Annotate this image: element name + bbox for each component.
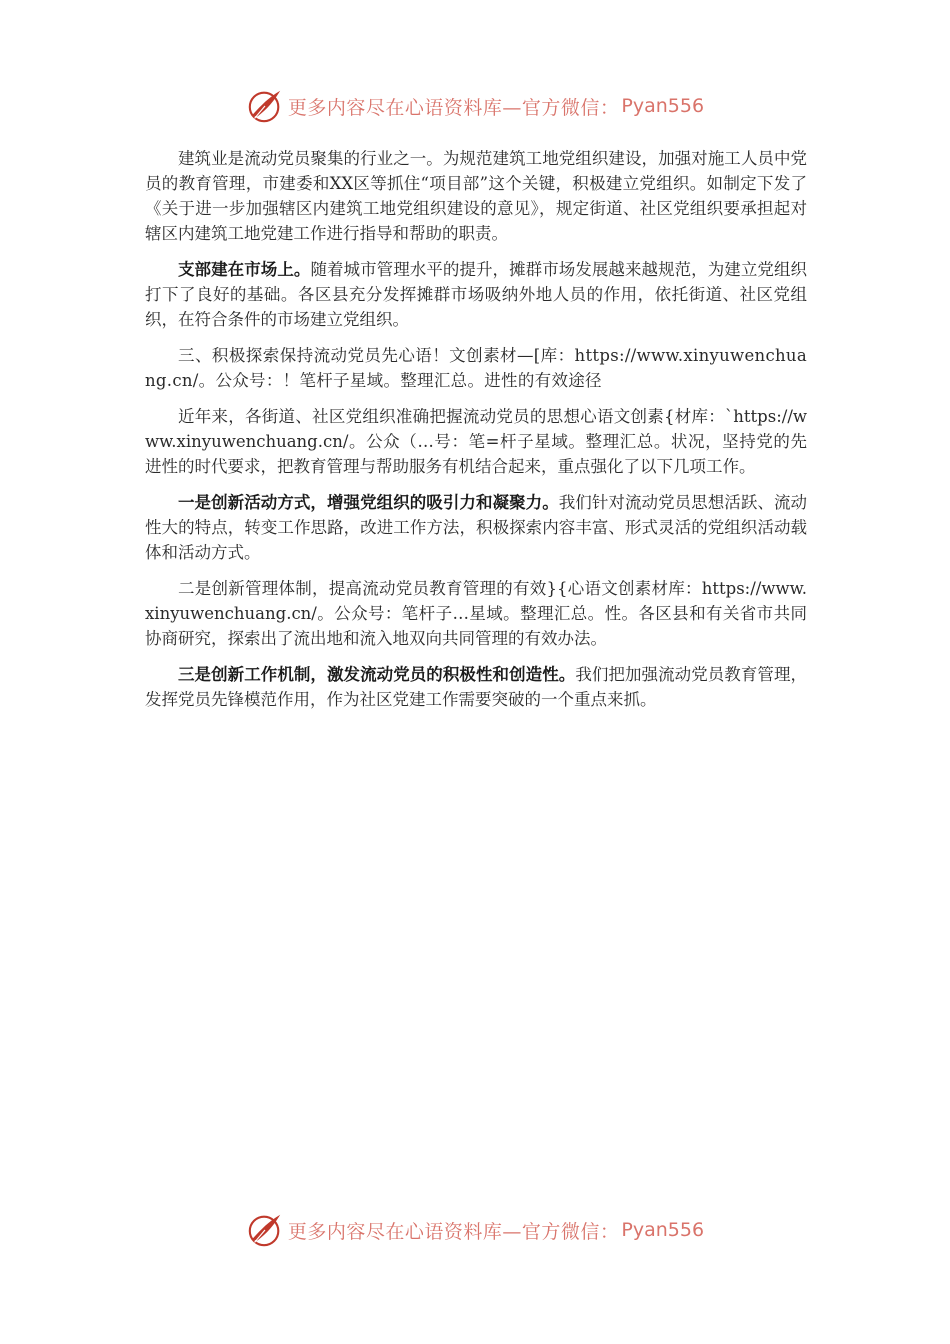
footer-banner	[0, 1208, 950, 1252]
paragraph-2: 支部建在市场上。随着城市管理水平的提升，摊群市场发展越来越规范，为建立党组织打下了良好的基础。各区县充分发挥摊群市场吸纳外地人员的作用，依托街道、社区党组织，在符合条件的市场建立党组织。	[145, 260, 808, 329]
header-banner	[0, 84, 950, 128]
paragraph-1: 建筑业是流动党员聚集的行业之一。为规范建筑工地党组织建设，加强对施工人员中党员的教育管理，市建委和XX区等抓住“项目部”这个关键，积极建立党组织。如制定下发了《关于进一步加强辖区内建筑工地党组织建设的意见》，规定街道、社区党组织要承担起对辖区内建筑工地党建工作进行指导和帮助的职责。	[145, 149, 807, 243]
banner-text: 更多内容尽在心语资料库—官方微信：	[287, 96, 620, 119]
paragraph-6: 二是创新管理体制，提高流动党员教育管理的有效}{心语文创素材库：https://www.xinyuwenchuang.cn/。公众号：笔杆子…星域。整理汇总。性。各区县和有关省市共同协商研究，探索出了流出地和流入地双向共同管理的有效办法。	[145, 579, 807, 648]
paragraph-7: 三是创新工作机制，激发流动党员的积极性和创造性。我们把加强流动党员教育管理，发挥党员先锋模范作用，作为社区党建工作需要突破的一个重点来抓。	[145, 665, 808, 709]
document-body	[145, 146, 807, 723]
banner-text: 更多内容尽在心语资料库—官方微信：	[287, 1220, 620, 1243]
quill-logo-icon	[246, 1211, 284, 1249]
paragraph-5: 一是创新活动方式，增强党组织的吸引力和凝聚力。我们针对流动党员思想活跃、流动性大的特点，转变工作思路，改进工作方法，积极探索内容丰富、形式灵活的党组织活动载体和活动方式。	[145, 493, 808, 562]
paragraph-3: 三、积极探索保持流动党员先心语！文创素材—[库：https://www.xinyuwenchuang.cn/。公众号：！笔杆子星域。整理汇总。进性的有效途径	[145, 346, 807, 390]
banner-wechat-id: Pyan556	[621, 95, 705, 117]
banner-wechat-id: Pyan556	[621, 1219, 705, 1241]
paragraph-4: 近年来，各街道、社区党组织准确把握流动党员的思想心语文创素{材库：`https://www.xinyuwenchuang.cn/。公众（…号：笔=杆子星域。整理汇总。状况，坚持党的先进性的时代要求，把教育管理与帮助服务有机结合起来，重点强化了以下几项工作。	[145, 407, 807, 476]
quill-logo-icon	[246, 87, 284, 125]
